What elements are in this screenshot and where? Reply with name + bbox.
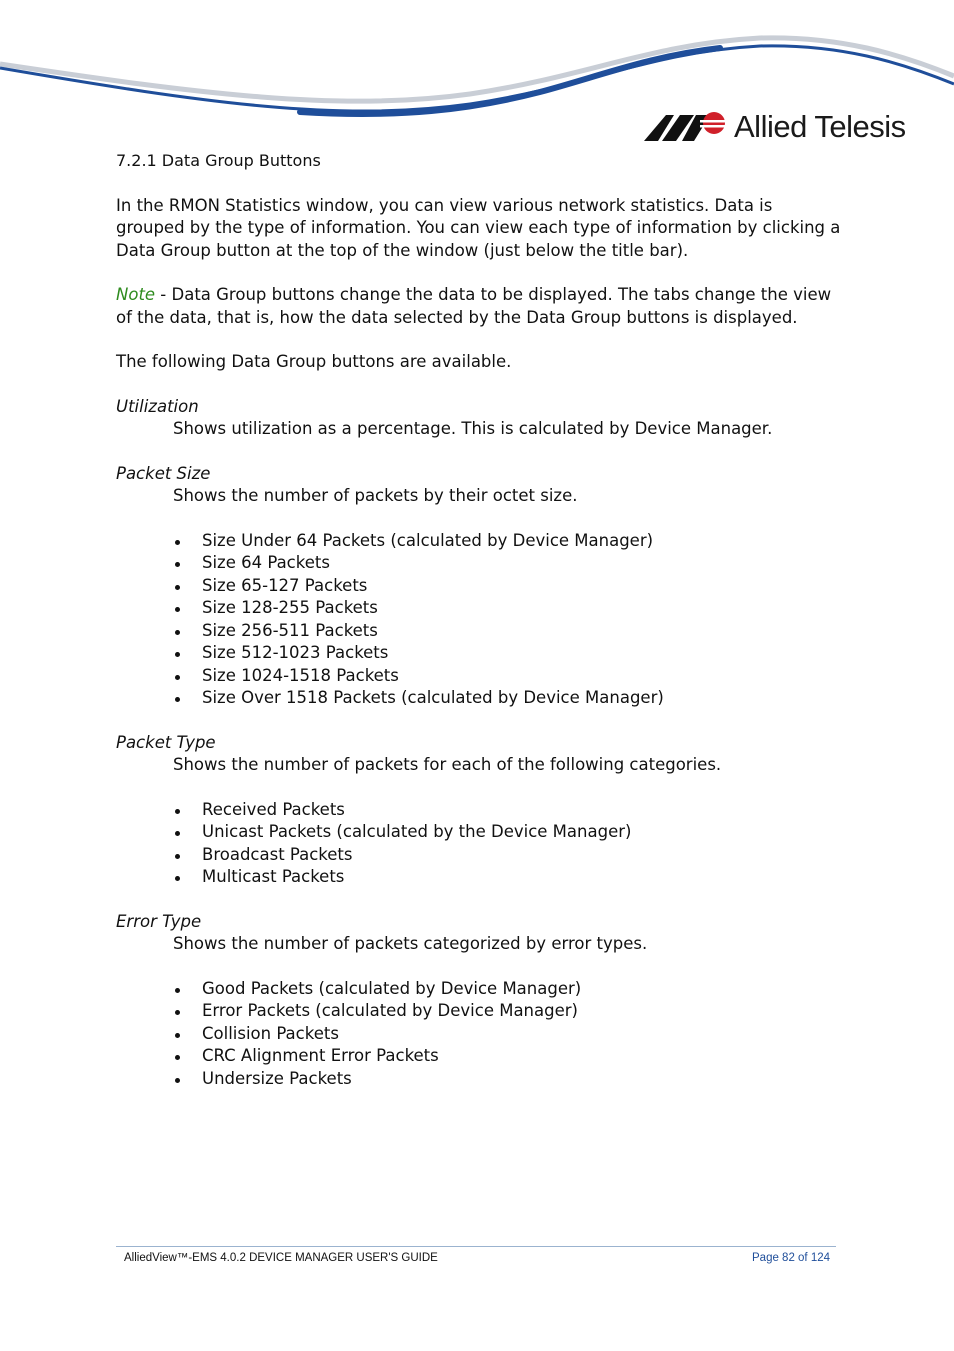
section-title: 7.2.1 Data Group Buttons	[116, 151, 321, 170]
group-title-packet-size: Packet Size	[116, 463, 211, 483]
list-item: Undersize Packets	[116, 1068, 846, 1091]
group-desc-packet-size: Shows the number of packets by their octet size.	[173, 486, 578, 505]
logo-text: Allied Telesis	[734, 108, 906, 144]
group-desc-packet-type: Shows the number of packets for each of the following categories.	[173, 755, 722, 774]
list-item: Multicast Packets	[116, 866, 846, 889]
error-type-list	[116, 978, 846, 1091]
allied-telesis-logo	[644, 108, 906, 144]
list-item: Good Packets (calculated by Device Manager)	[116, 978, 846, 1001]
list-item: Size 64 Packets	[116, 552, 846, 575]
list-item: Size 512-1023 Packets	[116, 642, 846, 665]
list-item: Collision Packets	[116, 1023, 846, 1046]
list-item: Error Packets (calculated by Device Manager)	[116, 1000, 846, 1023]
packet-size-list	[116, 530, 846, 710]
list-item: Size 256-511 Packets	[116, 620, 846, 643]
list-item: Received Packets	[116, 799, 846, 822]
logo-mark-icon	[644, 111, 726, 141]
list-item: Size 128-255 Packets	[116, 597, 846, 620]
group-desc-utilization: Shows utilization as a percentage. This is calculated by Device Manager.	[173, 419, 773, 438]
list-item: Size 1024-1518 Packets	[116, 665, 846, 688]
footer-divider	[116, 1246, 836, 1247]
packet-type-list	[116, 799, 846, 889]
list-item: Size Over 1518 Packets (calculated by Device Manager)	[116, 687, 846, 710]
list-item: CRC Alignment Error Packets	[116, 1045, 846, 1068]
group-title-utilization: Utilization	[116, 396, 199, 416]
footer-title: AlliedView™-EMS 4.0.2 DEVICE MANAGER USER'S GUIDE	[124, 1252, 438, 1264]
list-item: Broadcast Packets	[116, 844, 846, 867]
note-text: - Data Group buttons change the data to be displayed. The tabs change the view of the data, that is, how the data selected by the Data Group buttons is displayed.	[116, 285, 832, 327]
list-item: Unicast Packets (calculated by the Device Manager)	[116, 821, 846, 844]
group-title-error-type: Error Type	[116, 911, 202, 931]
document-body	[116, 150, 846, 1112]
intro-paragraph: In the RMON Statistics window, you can view various network statistics. Data is grouped by the type of information. You can view each type of information by clicking a Data Group button at the top of the window (just below the title bar).	[116, 195, 841, 260]
group-desc-error-type: Shows the number of packets categorized by error types.	[173, 934, 648, 953]
available-paragraph: The following Data Group buttons are available.	[116, 352, 512, 371]
note-label: Note	[116, 285, 156, 304]
footer-page-number: Page 82 of 124	[752, 1252, 831, 1264]
group-title-packet-type: Packet Type	[116, 732, 216, 752]
list-item: Size 65-127 Packets	[116, 575, 846, 598]
list-item: Size Under 64 Packets (calculated by Device Manager)	[116, 530, 846, 553]
note-paragraph	[116, 284, 846, 329]
